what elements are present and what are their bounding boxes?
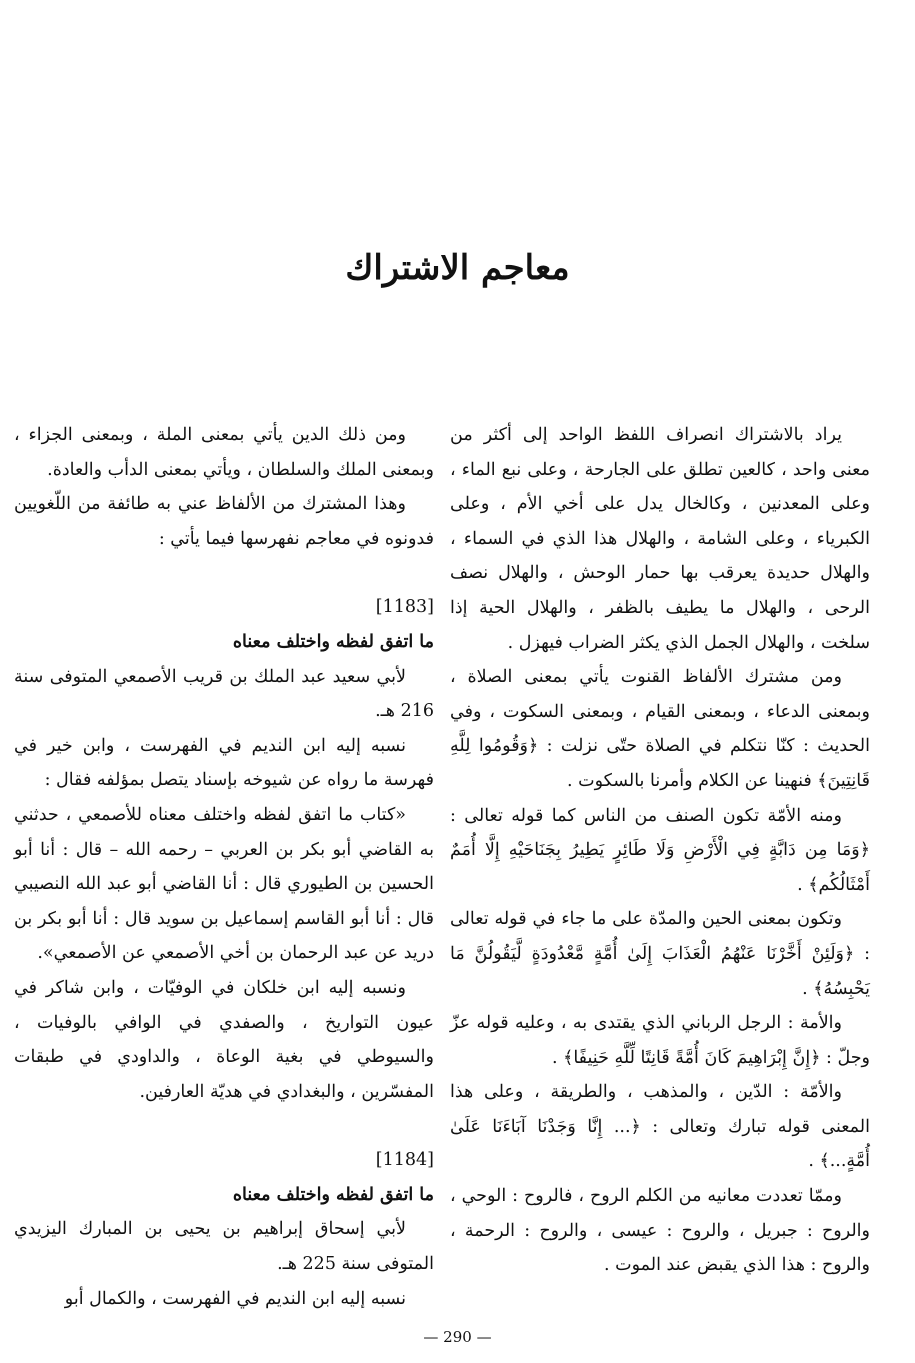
paragraph: ونسبه إليه ابن خلكان في الوفيّات ، وابن شاكر في عيون التواريخ ، والصفدي في الوافي بالوفيات ، والسيوطي في بغية الوعاة ، والداودي في طبقات المفسّرين ، والبغدادي في هديّة العارفين. xyxy=(14,977,434,1102)
entry-title: ما اتفق لفظه واختلف معناه xyxy=(232,1184,434,1205)
paragraph: وهذا المشترك من الألفاظ عني به طائفة من اللّغويين فدونوه في معاجم نفهرسها فيما يأتي : xyxy=(14,494,434,549)
paragraph: والأمة : الرجل الرباني الذي يقتدى به ، وعليه قوله عزّ وجلّ : ﴿إِنَّ إِبْرَاهِيمَ كَانَ أُمَّةً قَانِتًا لِّلَّهِ حَنِيفًا﴾ . xyxy=(450,1013,870,1068)
paragraph: ومن مشترك الألفاظ القنوت يأتي بمعنى الصلاة ، وبمعنى الدعاء ، وبمعنى القيام ، وبمعنى السكوت ، وفي الحديث : كنّا نتكلم في الصلاة حتّى نزلت : ﴿وَقُومُوا لِلَّهِ قَانِتِينَ﴾ فنهينا عن الكلام وأمرنا بالسكوت . xyxy=(450,667,870,791)
paragraph: ومن ذلك الدين يأتي بمعنى الملة ، وبمعنى الجزاء ، وبمعنى الملك والسلطان ، ويأتي بمعنى الدأب والعادة. xyxy=(14,425,434,480)
entry-number: [1183] xyxy=(375,597,434,618)
page-number: — 290 — xyxy=(423,1328,492,1346)
paragraph: وتكون بمعنى الحين والمدّة على ما جاء في قوله تعالى : ﴿وَلَئِنْ أَخَّرْنَا عَنْهُمُ الْعَذَابَ إِلَىٰ أُمَّةٍ مَّعْدُودَةٍ لَّيَقُولُنَّ مَا يَحْبِسُهُ﴾ . xyxy=(450,909,870,999)
paragraph: والأمّة : الدّين ، والمذهب ، والطريقة ، وعلى هذا المعنى قوله تبارك وتعالى : ﴿... إِنَّا وَجَدْنَا آبَاءَنَا عَلَىٰ أُمَّةٍ...﴾ . xyxy=(450,1082,870,1172)
paragraph: لأبي سعيد عبد الملك بن قريب الأصمعي المتوفى سنة 216 هـ. xyxy=(14,666,434,722)
paragraph: نسبه إليه ابن النديم في الفهرست ، وابن خير في فهرسة ما رواه عن شيوخه بإسناد يتصل بمؤلفه فقال : xyxy=(14,735,434,791)
page-title: معاجم الاشتراك xyxy=(345,248,570,288)
paragraph: ومنه الأمّة تكون الصنف من الناس كما قوله تعالى : ﴿وَمَا مِن دَابَّةٍ فِي الْأَرْضِ وَلَا طَائِرٍ يَطِيرُ بِجَنَاحَيْهِ إِلَّا أُمَمٌ أَمْثَالُكُم﴾ . xyxy=(450,805,870,895)
quote-paragraph: «كتاب ما اتفق لفظه واختلف معناه للأصمعي ، حدثني به القاضي أبو بكر بن العربي – رحمه الله – قال : أنا أبو الحسين بن الطيوري قال : أنا القاضي أبو عبد الله النصيبي قال : أنا أبو القاسم إسماعيل بن سويد قال : أنا أبو بكر بن دريد عن عبد الرحمان بن أخي الأصمعي عن الأصمعي». xyxy=(14,804,434,964)
paragraph: نسبه إليه ابن النديم في الفهرست ، والكمال أبو xyxy=(64,1288,406,1309)
left-column xyxy=(14,418,434,1316)
right-column xyxy=(450,418,870,1283)
entry-title: ما اتفق لفظه واختلف معناه xyxy=(232,631,434,652)
paragraph: وممّا تعددت معانيه من الكلم الروح ، فالروح : الوحي ، والروح : جبريل ، والروح : عيسى ، والروح : الرحمة ، والروح : هذا الذي يقبض عند الموت . xyxy=(450,1186,870,1276)
paragraph: لأبي إسحاق إبراهيم بن يحيى بن المبارك اليزيدي المتوفى سنة 225 هـ. xyxy=(14,1219,434,1275)
paragraph: يراد بالاشتراك انصراف اللفظ الواحد إلى أكثر من معنى واحد ، كالعين تطلق على الجارحة ، وعلى نبع الماء ، وعلى المعدنين ، وكالخال يدل على أخي الأم ، وعلى الكبرياء ، وعلى الشامة ، والهلال هذا الذي في السماء ، والهلال حديدة يعرقب بها حمار الوحش ، والهلال نصف الرحى ، والهلال ما يطيف بالظفر ، والهلال الحية إذا سلخت ، والهلال الجمل الذي يكثر الضراب فيهزل . xyxy=(450,425,870,653)
entry-number: [1184] xyxy=(375,1150,434,1171)
